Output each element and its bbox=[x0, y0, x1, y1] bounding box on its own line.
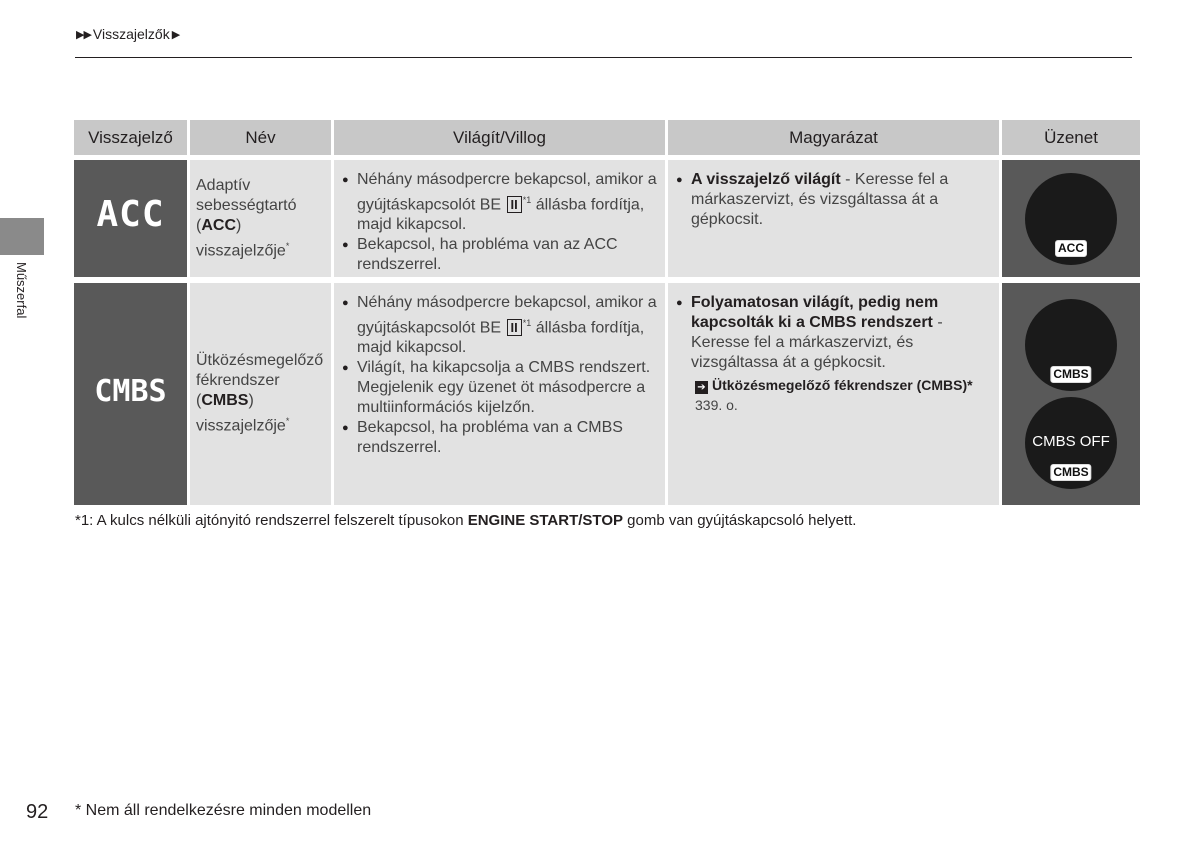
table-header-row bbox=[74, 120, 1140, 155]
list-item: ● Világít, ha kikapcsolja a CMBS rendszert. Megjelenik egy üzenet öt másodpercre a multiinformációs kijelzőn. bbox=[357, 358, 660, 418]
acc-explanation-cell bbox=[668, 160, 999, 277]
acc-indicator-icon: ACC bbox=[96, 194, 165, 235]
section-tab bbox=[0, 218, 44, 255]
cmbs-off-display-icon bbox=[1025, 397, 1117, 489]
breadcrumb-text: Visszajelzők bbox=[92, 26, 170, 42]
acc-message-cell bbox=[1002, 160, 1140, 277]
footnote-availability: * Nem áll rendelkezésre minden modellen bbox=[75, 802, 372, 819]
table-row bbox=[74, 283, 1140, 505]
indicator-table bbox=[71, 120, 1143, 505]
cmbs-off-badge: CMBS bbox=[1050, 464, 1091, 481]
cmbs-indicator-icon: CMBS bbox=[94, 373, 167, 409]
cmbs-display-icon bbox=[1025, 299, 1117, 391]
header-rule bbox=[75, 57, 1132, 58]
acc-badge: ACC bbox=[1055, 240, 1087, 257]
breadcrumb bbox=[76, 26, 180, 42]
cmbs-explanation-cell bbox=[668, 283, 999, 505]
header-message: Üzenet bbox=[1002, 120, 1140, 155]
acc-light-cell bbox=[334, 160, 665, 277]
header-name: Név bbox=[190, 120, 331, 155]
header-indicator: Visszajelző bbox=[74, 120, 187, 155]
list-item: ● Folyamatosan világít, pedig nem kapcsolták ki a CMBS rendszert - Keresse fel a márkaszervizt, és vizsgáltassa át a gépkocsit. bbox=[691, 293, 994, 373]
footnote-ignition: *1: A kulcs nélküli ajtónyitó rendszerrel felszerelt típusokon ENGINE START/STOP gomb van gyújtáskapcsoló helyett. bbox=[75, 512, 857, 529]
ignition-key-icon: II bbox=[507, 196, 522, 213]
acc-name-cell: Adaptív sebességtartó (ACC) visszajelzője* bbox=[190, 160, 331, 277]
list-item: ● Néhány másodpercre bekapcsol, amikor a gyújtáskapcsolót BE II $^{*1}$ állásba fordítja, majd kikapcsol. bbox=[357, 170, 660, 235]
list-item: ● Bekapcsol, ha probléma van az ACC rendszerrel. bbox=[357, 235, 660, 275]
cmbs-indicator-cell bbox=[74, 283, 187, 505]
page-number: 92 bbox=[26, 801, 49, 823]
cmbs-off-text: CMBS OFF bbox=[1032, 433, 1110, 450]
cmbs-light-cell bbox=[334, 283, 665, 505]
table-row bbox=[74, 160, 1140, 277]
list-item: ● A visszajelző világít - Keresse fel a márkaszervizt, és vizsgáltassa át a gépkocsit. bbox=[691, 170, 994, 230]
cmbs-badge: CMBS bbox=[1050, 366, 1091, 383]
acc-indicator-cell bbox=[74, 160, 187, 277]
cmbs-name-cell: Ütközésmegelőző fékrendszer (CMBS) visszajelzője* bbox=[190, 283, 331, 505]
section-label: Műszerfal bbox=[14, 262, 29, 319]
header-light: Világít/Villog bbox=[334, 120, 665, 155]
list-item: ● Bekapcsol, ha probléma van a CMBS rendszerrel. bbox=[357, 418, 660, 458]
triangle-icon: ▶ bbox=[171, 28, 181, 41]
list-item: ● Néhány másodpercre bekapcsol, amikor a gyújtáskapcsolót BE II $^{*1}$ állásba fordítja, majd kikapcsol. bbox=[357, 293, 660, 358]
header-explanation: Magyarázat bbox=[668, 120, 999, 155]
acc-display-icon bbox=[1025, 173, 1117, 265]
ignition-key-icon: II bbox=[507, 319, 522, 336]
cmbs-message-cell bbox=[1002, 283, 1140, 505]
double-triangle-icon: ▶▶ bbox=[76, 28, 91, 41]
reference-arrow-icon: ➔ bbox=[695, 381, 708, 394]
cross-reference[interactable]: ➔ Ütközésmegelőző fékrendszer (CMBS)* 339. o. bbox=[695, 377, 973, 413]
